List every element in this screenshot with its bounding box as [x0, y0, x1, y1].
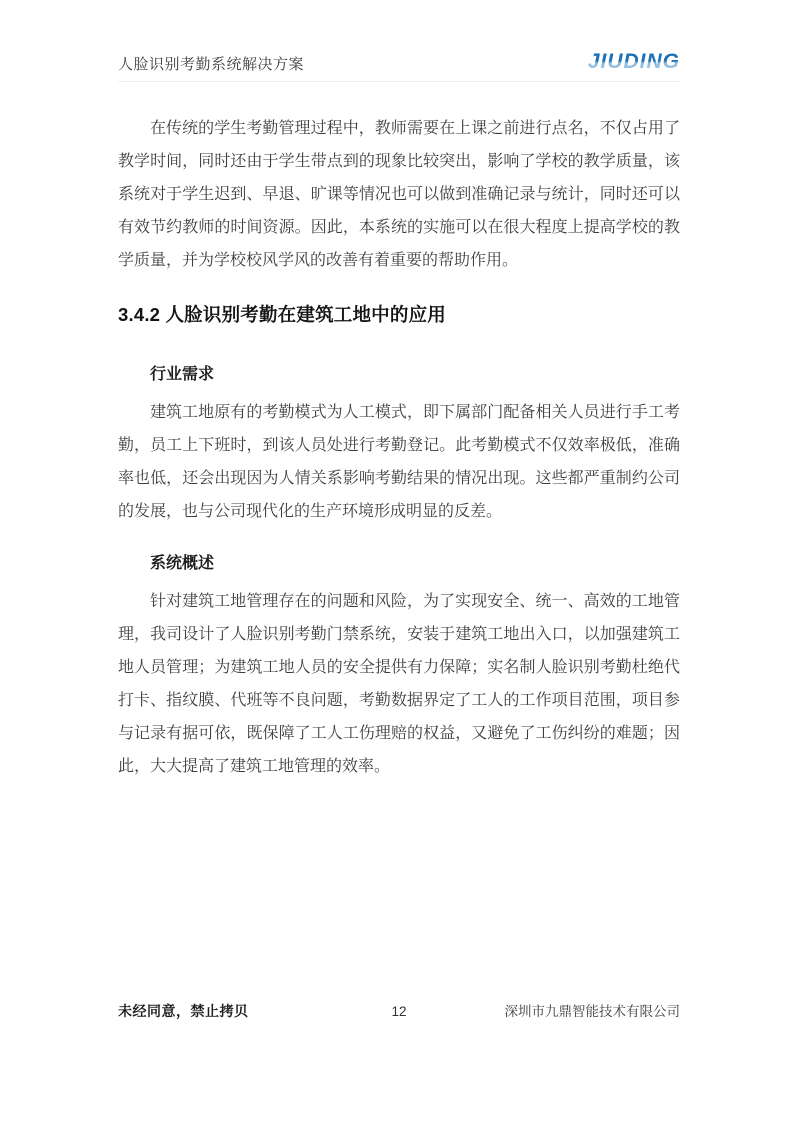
page-number: 12 [391, 1004, 407, 1019]
document-title: 人脸识别考勤系统解决方案 [118, 56, 305, 73]
industry-demand-heading: 行业需求 [150, 366, 215, 383]
system-overview-paragraph: 针对建筑工地管理存在的问题和风险，为了实现安全、统一、高效的工地管理，我司设计了人脸识别考勤门禁系统，安装于建筑工地出入口，以加强建筑工地人员管理；为建筑工地人员的安全提供有力保障；实名制人脸识别考勤杜绝代打卡、指纹膜、代班等不良问题，考勤数据界定了工人的工作项目范围，项目参与记录有据可依，既保障了工人工伤理赔的权益，又避免了工伤纠纷的难题；因此，大大提高了建筑工地管理的效率。 [118, 593, 680, 775]
page-header [118, 50, 680, 82]
industry-demand-paragraph: 建筑工地原有的考勤模式为人工模式，即下属部门配备相关人员进行手工考勤，员工上下班时，到该人员处进行考勤登记。此考勤模式不仅效率极低，准确率也低，还会出现因为人情关系影响考勤结果的情况出现。这些都严重制约公司的发展，也与公司现代化的生产环境形成明显的反差。 [118, 404, 680, 520]
intro-paragraph: 在传统的学生考勤管理过程中，教师需要在上课之前进行点名，不仅占用了教学时间，同时还由于学生带点到的现象比较突出，影响了学校的教学质量，该系统对于学生迟到、早退、旷课等情况也可以做到准确记录与统计，同时还可以有效节约教师的时间资源。因此，本系统的实施可以在很大程度上提高学校的教学质量，并为学校校风学风的改善有着重要的帮助作用。 [118, 120, 680, 269]
section-heading-3-4-2: 3.4.2 人脸识别考勤在建筑工地中的应用 [118, 304, 446, 325]
system-overview-heading: 系统概述 [150, 555, 215, 572]
copy-notice: 未经同意，禁止拷贝 [118, 1003, 249, 1019]
jiuding-logo: JIUDING [587, 50, 680, 73]
page-footer [118, 1000, 680, 1021]
company-name: 深圳市九鼎智能技术有限公司 [504, 1004, 680, 1019]
document-body [118, 112, 680, 783]
